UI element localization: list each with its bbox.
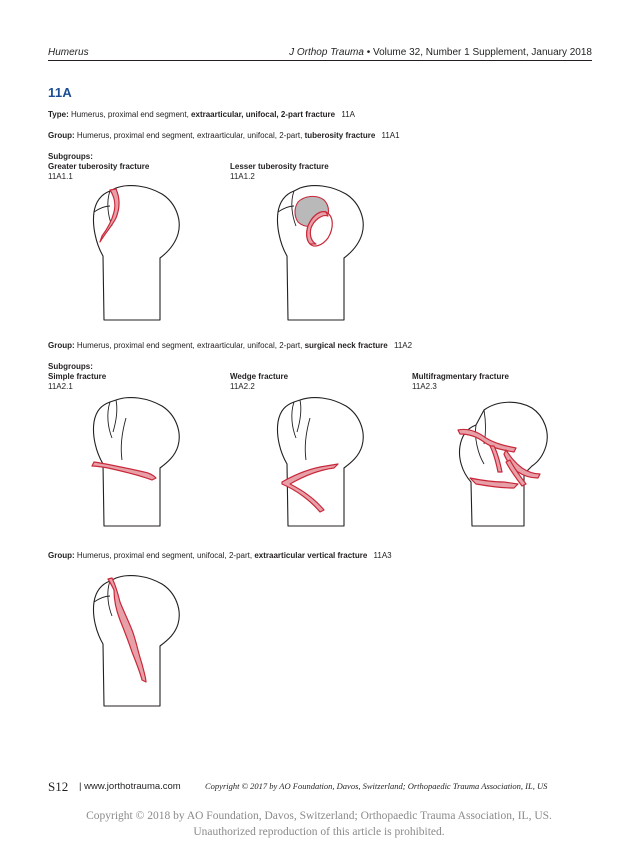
group2-bold: surgical neck fracture [304, 341, 388, 350]
journal-name: J Orthop Trauma [289, 47, 364, 58]
group1-subgroups-label: Subgroups: [48, 152, 93, 161]
subgroup-name: Lesser tuberosity fracture [230, 162, 329, 171]
illustration-11a3 [86, 576, 186, 706]
illustration-11a2-3 [444, 398, 554, 526]
illustration-11a1-1 [86, 186, 186, 320]
illustration-11a2-1 [86, 398, 186, 526]
group2-label: Group: [48, 341, 75, 350]
running-header-right [289, 47, 592, 58]
group3-line [48, 551, 392, 560]
illustration-11a1-2 [268, 186, 368, 320]
subgroup-11a2-2 [230, 372, 288, 392]
group1-bold: tuberosity fracture [304, 131, 376, 140]
subgroup-name: Simple fracture [48, 372, 107, 381]
type-label: Type: [48, 110, 69, 119]
subgroup-name: Wedge fracture [230, 372, 289, 381]
type-bold: extraarticular, unifocal, 2-part fracture [191, 110, 336, 119]
subgroup-code: 11A2.2 [230, 382, 255, 391]
group2-code: 11A2 [393, 341, 413, 350]
group2-text: Humerus, proximal end segment, extraarticular, unifocal, 2-part, [76, 341, 303, 350]
group3-bold: extraarticular vertical fracture [254, 551, 368, 560]
subgroup-code: 11A1.2 [230, 172, 255, 181]
subgroup-11a2-1 [48, 372, 106, 392]
group2-subgroups-label: Subgroups: [48, 362, 93, 371]
group3-label: Group: [48, 551, 75, 560]
subgroup-code: 11A1.1 [48, 172, 73, 181]
group1-code: 11A1 [381, 131, 400, 140]
illustration-11a2-2 [268, 398, 368, 526]
page-number: S12 [48, 779, 69, 794]
subgroup-name: Multifragmentary fracture [412, 372, 509, 381]
type-code: 11A [341, 110, 355, 119]
group1-label: Group: [48, 131, 75, 140]
running-header-left: Humerus [48, 47, 89, 58]
subgroup-code: 11A2.1 [48, 382, 73, 391]
group1-text: Humerus, proximal end segment, extraarticular, unifocal, 2-part, [76, 131, 303, 140]
subgroup-11a1-2 [230, 162, 329, 182]
group2-line [48, 341, 412, 350]
subgroup-11a2-3 [412, 372, 509, 392]
watermark-line2: Unauthorized reproduction of this article is prohibited. [193, 826, 445, 838]
journal-issue: • Volume 32, Number 1 Supplement, January 2018 [366, 47, 592, 58]
subgroup-code: 11A2.3 [412, 382, 437, 391]
footer-copyright: Copyright © 2017 by AO Foundation, Davos, Switzerland; Orthopaedic Trauma Association, IL, US [205, 781, 548, 791]
subgroup-11a1-1 [48, 162, 149, 182]
header-rule [48, 60, 592, 61]
watermark-line1: Copyright © 2018 by AO Foundation, Davos, Switzerland; Orthopaedic Trauma Association, IL, US. [86, 810, 552, 822]
type-text: Humerus, proximal end segment, [70, 110, 189, 119]
section-title: 11A [48, 85, 73, 100]
subgroup-name: Greater tuberosity fracture [48, 162, 150, 171]
footer-url: | www.jorthotrauma.com [79, 781, 181, 792]
group3-text: Humerus, proximal end segment, unifocal, 2-part, [76, 551, 253, 560]
group3-code: 11A3 [373, 551, 392, 560]
group1-line [48, 131, 400, 140]
type-line [48, 110, 355, 119]
